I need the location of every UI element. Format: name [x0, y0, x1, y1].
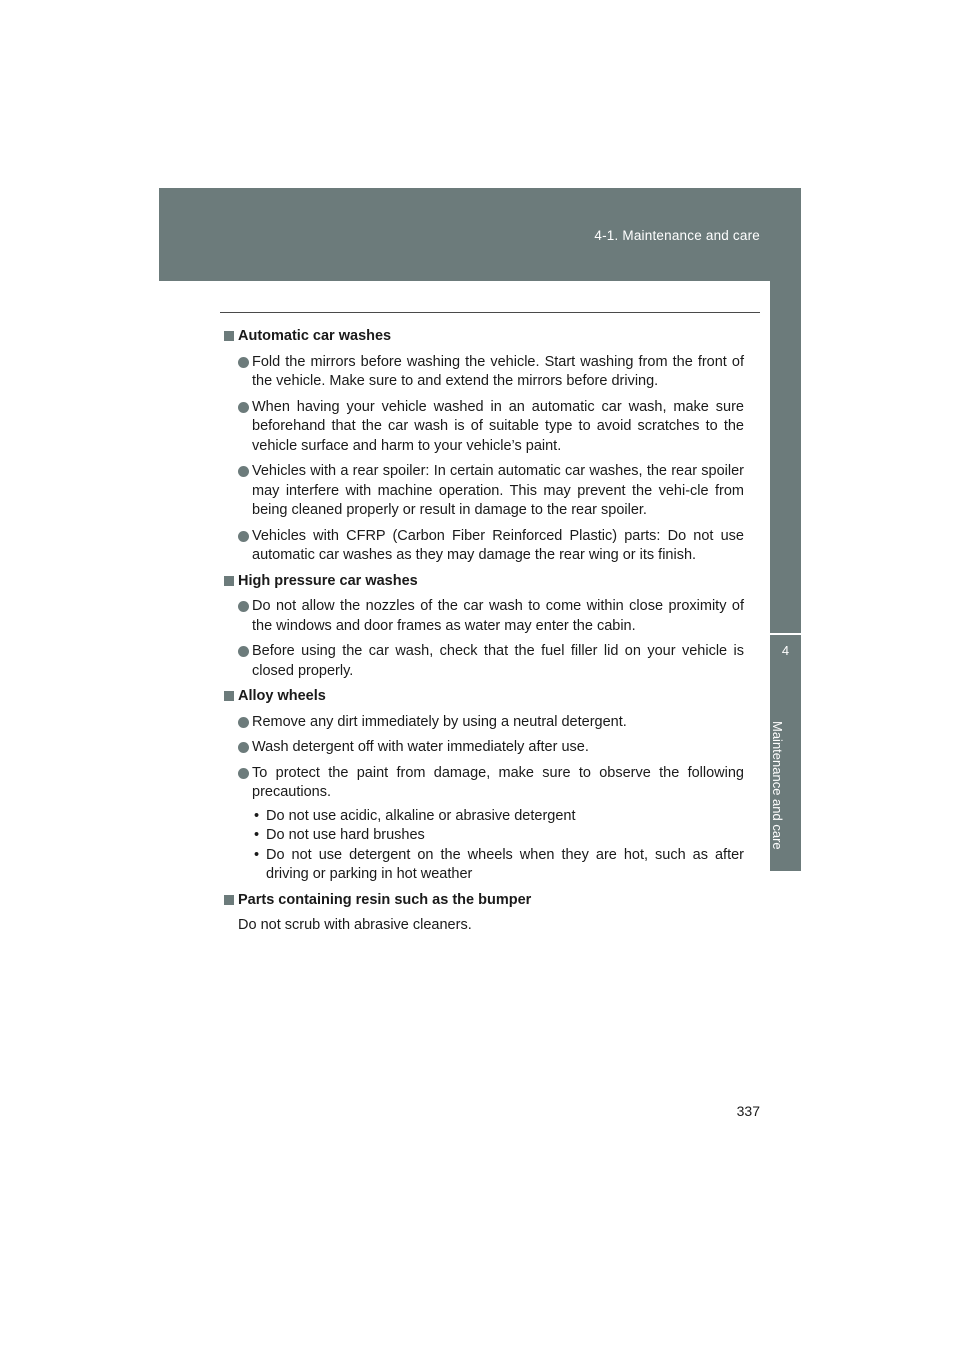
precaution-list	[224, 807, 744, 885]
circle-bullet-icon	[238, 402, 249, 413]
circle-bullet-icon	[238, 717, 249, 728]
header-rule	[220, 312, 760, 313]
square-bullet-icon	[224, 576, 234, 586]
header-band	[159, 188, 801, 281]
bullet-item: Fold the mirrors before washing the vehicle. Start washing from the front of the vehicle. Make sure to and extend the mirrors before driving.	[224, 353, 744, 392]
chapter-label: Maintenance and care	[770, 721, 785, 850]
page-content	[224, 327, 744, 936]
section-heading: High pressure car washes	[224, 572, 744, 592]
chapter-number: 4	[781, 643, 790, 658]
circle-bullet-icon	[238, 768, 249, 779]
circle-bullet-icon	[238, 601, 249, 612]
dot-marker: •	[254, 827, 260, 843]
section-heading: Alloy wheels	[224, 687, 744, 707]
bullet-item: Wash detergent off with water immediately after use.	[224, 738, 744, 758]
bullet-item: When having your vehicle washed in an automatic car wash, make sure beforehand that the car wash is of suitable type to avoid scratches to the vehicle surface and harm to your vehicle’s paint.	[224, 398, 744, 457]
precaution-item: • Do not use detergent on the wheels when they are hot, such as after driving or parking in hot weather	[254, 846, 744, 882]
dot-marker: •	[254, 807, 260, 824]
bullet-item: Do not allow the nozzles of the car wash to come within close proximity of the windows and door frames as water may enter the cabin.	[224, 597, 744, 636]
dot-marker: •	[254, 846, 260, 863]
section-heading: Parts containing resin such as the bumper	[224, 891, 744, 911]
bullet-item: Before using the car wash, check that the fuel filler lid on your vehicle is closed properly.	[224, 642, 744, 681]
precaution-item: • Do not use hard brushes	[224, 826, 744, 846]
precaution-item: • Do not use acidic, alkaline or abrasive detergent	[224, 807, 744, 827]
page-number: 337	[736, 1103, 760, 1119]
bullet-item: To protect the paint from damage, make sure to observe the following precautions.	[224, 764, 744, 803]
bullet-item: Remove any dirt immediately by using a neutral detergent.	[224, 713, 744, 733]
section-text: Do not scrub with abrasive cleaners.	[238, 917, 472, 933]
square-bullet-icon	[224, 691, 234, 701]
circle-bullet-icon	[238, 646, 249, 657]
circle-bullet-icon	[238, 742, 249, 753]
square-bullet-icon	[224, 895, 234, 905]
bullet-item: Vehicles with a rear spoiler: In certain automatic car washes, the rear spoiler may interfere with machine operation. This may prevent the vehi-cle from being cleaned properly or result in damage to the rear spoiler.	[224, 462, 744, 521]
side-tab-divider	[770, 633, 801, 635]
section-title: 4-1. Maintenance and care	[594, 228, 760, 243]
section-heading: Automatic car washes	[224, 327, 744, 347]
circle-bullet-icon	[238, 466, 249, 477]
bullet-item: Vehicles with CFRP (Carbon Fiber Reinforced Plastic) parts: Do not use automatic car washes as they may damage the rear wing or its finish.	[224, 527, 744, 566]
square-bullet-icon	[224, 331, 234, 341]
circle-bullet-icon	[238, 357, 249, 368]
chapter-side-tab	[770, 281, 801, 871]
circle-bullet-icon	[238, 531, 249, 542]
